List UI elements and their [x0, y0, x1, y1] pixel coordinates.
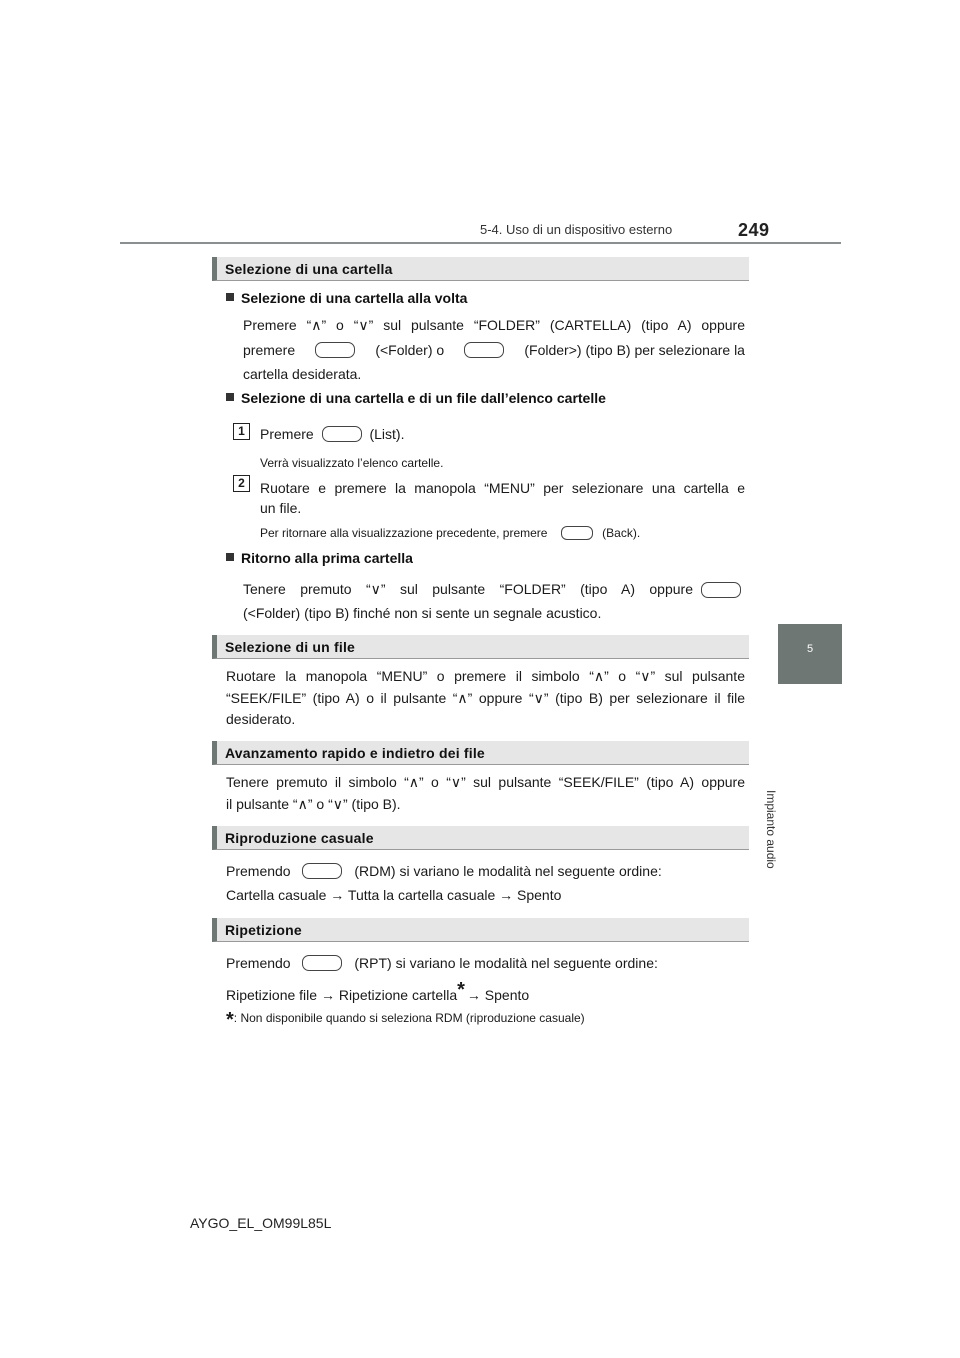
step-2-text-cont: un file.	[260, 500, 302, 516]
chapter-label-container	[760, 690, 860, 869]
subheading-folder-list: Selezione di una cartella e di un file dall’elenco cartelle	[226, 390, 606, 406]
subheading-first-folder: Ritorno alla prima cartella	[226, 550, 413, 566]
section-header-file	[212, 635, 749, 659]
section-header-title: Riproduzione casuale	[225, 830, 374, 846]
document-code: AYGO_EL_OM99L85L	[190, 1215, 332, 1231]
paragraph-line: (<Folder) (tipo B) finché non si sente un segnale acustico.	[243, 605, 602, 621]
square-bullet-icon	[226, 393, 234, 401]
paragraph-line: Ripetizione file → Ripetizione cartella* → Spento	[226, 979, 530, 1003]
footnote: *: Non disponibile quando si seleziona RDM (riproduzione casuale)	[226, 1009, 585, 1031]
paragraph-line: Tenere premuto il simbolo “∧” o “∨” sul pulsante “SEEK/FILE” (tipo A) oppure	[226, 774, 745, 790]
header-divider	[120, 242, 841, 244]
paragraph-line: Premendo (RDM) si variano le modalità nel seguente ordine:	[226, 863, 662, 879]
step-2-note: Per ritornare alla visualizzazione precedente, premere (Back).	[260, 526, 641, 540]
chapter-label: Impianto audio	[764, 790, 778, 869]
paragraph-line: il pulsante “∧” o “∨” (tipo B).	[226, 796, 401, 812]
section-header-title: Avanzamento rapido e indietro dei file	[225, 745, 485, 761]
paragraph-line: Tenere premuto “∨” sul pulsante “FOLDER” (tipo A) oppure	[243, 581, 693, 597]
chapter-number: 5	[806, 643, 814, 655]
square-bullet-icon	[226, 293, 234, 301]
page-number: 249	[738, 220, 770, 240]
list-button-icon	[322, 426, 362, 442]
step-number-2: 2	[233, 475, 250, 492]
paragraph-line: desiderato.	[226, 711, 296, 727]
paragraph-line: Premere “∧” o “∨” sul pulsante “FOLDER” (CARTELLA) (tipo A) oppure	[243, 317, 745, 333]
folder-prev-button-icon	[315, 342, 355, 358]
footnote-star: *	[226, 1009, 234, 1031]
square-bullet-icon	[226, 553, 234, 561]
paragraph-line: “SEEK/FILE” (tipo A) o il pulsante “∧” oppure “∨” (tipo B) per selezionare il file	[226, 690, 745, 706]
section-header-random	[212, 826, 749, 850]
step-1-note: Verrà visualizzato l’elenco cartelle.	[260, 456, 444, 470]
subheading-one-folder: Selezione di una cartella alla volta	[226, 290, 467, 306]
section-header-folder	[212, 257, 749, 281]
step-number-1: 1	[233, 423, 250, 440]
step-2-text: Ruotare e premere la manopola “MENU” per selezionare una cartella e	[260, 480, 745, 496]
section-header-title: Ripetizione	[225, 922, 302, 938]
section-header-repeat	[212, 918, 749, 942]
footnote-star: *	[457, 979, 465, 1001]
paragraph-line: Ruotare la manopola “MENU” o premere il simbolo “∧” o “∨” sul pulsante	[226, 668, 745, 684]
chapter-tab	[778, 624, 842, 684]
rpt-button-icon	[302, 955, 342, 971]
folder-prev-button-icon	[701, 582, 741, 598]
step-1-text: Premere (List).	[260, 426, 405, 442]
rdm-button-icon	[302, 863, 342, 879]
section-title: 5-4. Uso di un dispositivo esterno	[480, 222, 673, 237]
folder-next-button-icon	[464, 342, 504, 358]
paragraph-line: cartella desiderata.	[243, 366, 362, 382]
section-header-title: Selezione di un file	[225, 639, 356, 655]
paragraph-line: Cartella casuale → Tutta la cartella casuale → Spento	[226, 887, 562, 903]
back-button-icon	[561, 526, 593, 540]
paragraph-line: Premendo (RPT) si variano le modalità nel seguente ordine:	[226, 955, 658, 971]
section-header-title: Selezione di una cartella	[225, 261, 393, 277]
section-header-fast-forward	[212, 741, 749, 765]
paragraph-line: premere (<Folder) o (Folder>) (tipo B) per selezionare la	[243, 342, 745, 358]
